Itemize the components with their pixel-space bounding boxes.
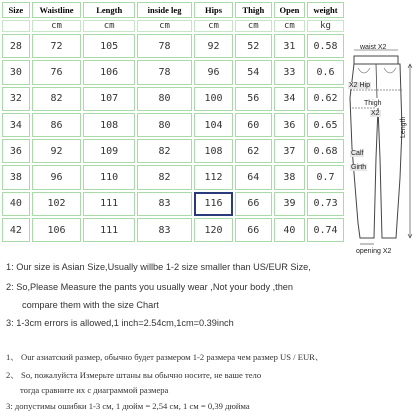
table-cell: 0.62 <box>307 87 344 111</box>
unit-cell: cm <box>83 20 135 32</box>
unit-cell: cm <box>137 20 192 32</box>
note-ru-2: 2、 So, пожалуйста Измерьте штаны вы обычно носите, не ваше тело <box>6 370 262 380</box>
table-cell: 108 <box>194 139 233 163</box>
table-cell: 107 <box>83 87 135 111</box>
table-cell: 83 <box>137 192 192 216</box>
note-en-3: 3: 1-3cm errors is allowed,1 inch=2.54cm,1cm=0.39inch <box>6 318 234 328</box>
table-cell: 30 <box>2 60 30 84</box>
column-header: Open <box>274 2 305 18</box>
table-row <box>1 112 345 138</box>
column-header: weight <box>307 2 344 18</box>
table-cell: 40 <box>2 192 30 216</box>
table-cell: 100 <box>194 87 233 111</box>
table-cell: 82 <box>137 139 192 163</box>
table-cell: 111 <box>83 218 135 242</box>
unit-cell: cm <box>32 20 82 32</box>
table-cell: 32 <box>2 87 30 111</box>
table-cell: 40 <box>274 218 305 242</box>
hip-label: X2 Hip <box>349 82 371 89</box>
table-cell: 0.7 <box>307 165 344 189</box>
table-cell: 82 <box>32 87 82 111</box>
table-cell: 39 <box>274 192 305 216</box>
table-cell: 108 <box>83 113 135 137</box>
table-cell: 33 <box>274 60 305 84</box>
table-row <box>1 217 345 243</box>
table-row <box>1 86 345 112</box>
table-cell: 111 <box>83 192 135 216</box>
table-cell: 36 <box>274 113 305 137</box>
table-cell: 34 <box>274 87 305 111</box>
note-en-2: 2: So,Please Measure the pants you usually wear ,Not your body ,then <box>6 282 294 292</box>
unit-cell: cm <box>235 20 272 32</box>
note-en-1: 1: Our size is Asian Size,Usually willbe 1-2 size smaller than US/EUR Size, <box>6 262 311 272</box>
pants-diagram <box>346 38 416 268</box>
table-cell: 83 <box>137 218 192 242</box>
table-cell: 92 <box>32 139 82 163</box>
thigh-x2-label: X2 <box>371 110 380 117</box>
table-cell: 31 <box>274 34 305 58</box>
table-cell: 64 <box>235 165 272 189</box>
table-cell: 0.58 <box>307 34 344 58</box>
table-cell: 112 <box>194 165 233 189</box>
table-cell: 109 <box>83 139 135 163</box>
table-cell: 56 <box>235 87 272 111</box>
table-cell: 96 <box>32 165 82 189</box>
table-cell: 38 <box>274 165 305 189</box>
note-ru-2b: тогда сравните их с диаграммой размера <box>20 385 169 395</box>
table-row <box>1 138 345 164</box>
note-ru-1: 1、 Our азиатский размер, обычно будет размером 1-2 размера чем размер US / EUR、 <box>6 352 324 362</box>
table-cell: 105 <box>83 34 135 58</box>
unit-cell: cm <box>274 20 305 32</box>
opening-label: opening X2 <box>356 248 392 255</box>
column-header: inside leg <box>137 2 192 18</box>
thigh-label: Thigh <box>364 100 382 107</box>
table-cell: 92 <box>194 34 233 58</box>
table-row <box>1 59 345 85</box>
column-header: Thigh <box>235 2 272 18</box>
table-row <box>1 164 345 190</box>
table-cell: 86 <box>32 113 82 137</box>
column-header: Hips <box>194 2 233 18</box>
table-cell: 0.6 <box>307 60 344 84</box>
table-cell: 116 <box>194 192 233 216</box>
table-cell: 54 <box>235 60 272 84</box>
girth-label: Girth <box>351 164 367 171</box>
column-header: Waistline <box>32 2 82 18</box>
table-cell: 62 <box>235 139 272 163</box>
table-cell: 78 <box>137 34 192 58</box>
table-cell: 28 <box>2 34 30 58</box>
table-cell: 38 <box>2 165 30 189</box>
table-cell: 66 <box>235 192 272 216</box>
unit-cell: kg <box>307 20 344 32</box>
size-table <box>1 1 345 243</box>
note-ru-3: 3: допустимы ошибки 1-3 см, 1 дюйм = 2,54 см, 1 см = 0,39 дюйма <box>6 401 250 411</box>
units-row <box>1 19 345 33</box>
table-cell: 52 <box>235 34 272 58</box>
unit-cell: cm <box>194 20 233 32</box>
table-cell: 76 <box>32 60 82 84</box>
table-cell: 36 <box>2 139 30 163</box>
length-label: Length <box>400 116 407 138</box>
table-cell: 96 <box>194 60 233 84</box>
table-cell: 72 <box>32 34 82 58</box>
table-cell: 60 <box>235 113 272 137</box>
column-header: Size <box>2 2 30 18</box>
header-row <box>1 1 345 19</box>
table-cell: 106 <box>32 218 82 242</box>
table-cell: 66 <box>235 218 272 242</box>
table-cell: 80 <box>137 87 192 111</box>
table-cell: 0.74 <box>307 218 344 242</box>
table-row <box>1 191 345 217</box>
table-cell: 110 <box>83 165 135 189</box>
table-cell: 0.68 <box>307 139 344 163</box>
table-cell: 34 <box>2 113 30 137</box>
column-header: Length <box>83 2 135 18</box>
table-cell: 78 <box>137 60 192 84</box>
table-cell: 120 <box>194 218 233 242</box>
unit-cell <box>2 20 30 32</box>
table-cell: 104 <box>194 113 233 137</box>
table-cell: 42 <box>2 218 30 242</box>
table-cell: 80 <box>137 113 192 137</box>
table-row <box>1 33 345 59</box>
calf-label: Calf <box>351 150 364 157</box>
table-cell: 37 <box>274 139 305 163</box>
table-cell: 82 <box>137 165 192 189</box>
table-cell: 0.73 <box>307 192 344 216</box>
table-cell: 102 <box>32 192 82 216</box>
note-en-2b: compare them with the size Chart <box>22 300 159 310</box>
table-cell: 106 <box>83 60 135 84</box>
table-cell: 0.65 <box>307 113 344 137</box>
waist-label: waist X2 <box>360 44 387 51</box>
